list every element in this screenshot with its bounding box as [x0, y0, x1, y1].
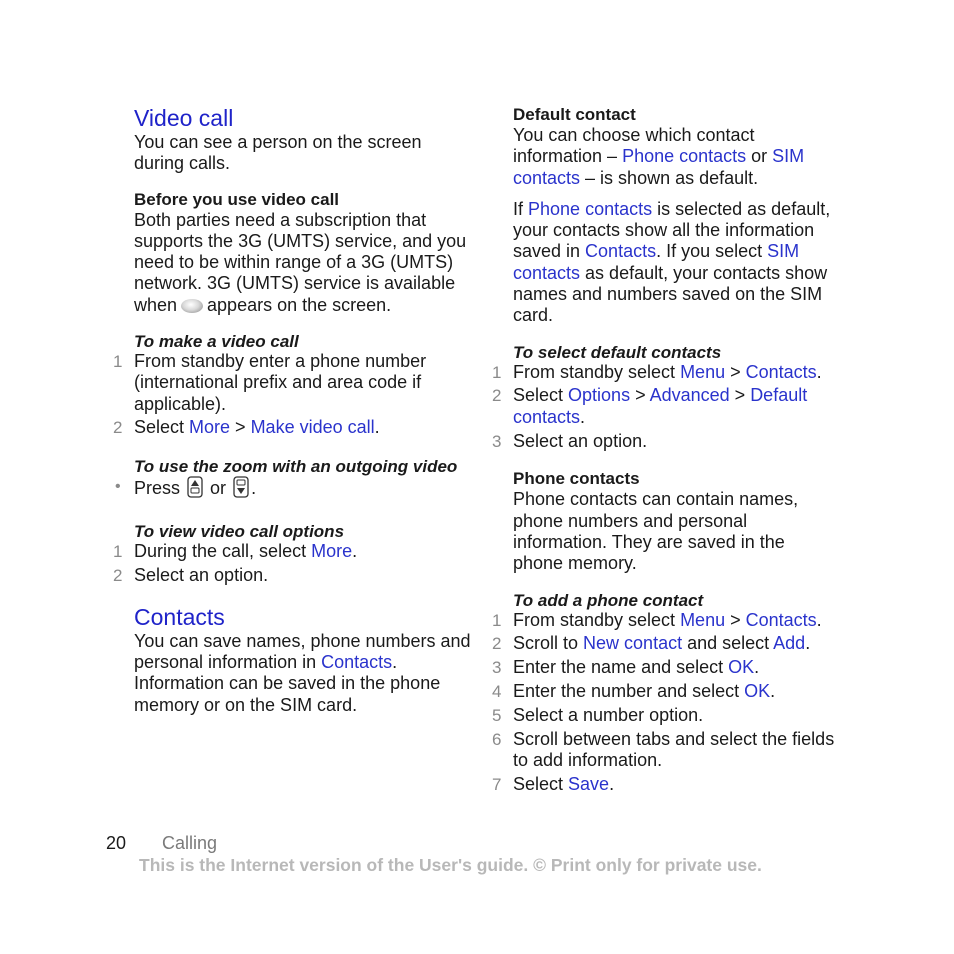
default-contact-heading: Default contact [513, 105, 636, 124]
make-step-1 [113, 351, 474, 415]
step-text: Scroll to [513, 633, 584, 654]
link-default-contacts[interactable]: Default contacts [513, 385, 808, 427]
page-number: 20 [106, 833, 127, 853]
contacts-text [134, 631, 474, 716]
step-text: Select [134, 417, 190, 438]
text: is selected as default, your contacts show all the information saved in [513, 198, 831, 262]
make-call-heading: To make a video call [134, 332, 299, 352]
before-heading: Before you use video call [134, 189, 340, 209]
step-text: Enter the number and select [513, 680, 745, 701]
text: . If you select [656, 241, 768, 262]
period: . [580, 406, 586, 427]
contacts-title: Contacts [134, 603, 225, 630]
step-text: Enter the name and select [513, 657, 729, 678]
zoom-step [115, 476, 474, 503]
step-number: 1 [113, 352, 123, 372]
add-contact-heading: To add a phone contact [513, 590, 704, 610]
step-text: Select an option. [513, 430, 648, 451]
before-text-1: Both parties need a subscription that supports the 3G (UMTS) service, and you need to be within range of a 3G (UMTS) network. 3G (UMTS) service is available when [134, 209, 467, 315]
phone-contacts-text: Phone contacts can contain names, phone numbers and personal information. They are saved in the phone memory. [513, 489, 799, 574]
step-text-mid: or [210, 478, 227, 499]
step-number: 6 [492, 729, 502, 749]
link-make-video-call[interactable]: Make video call [250, 417, 375, 438]
select-step-3 [492, 430, 843, 452]
link-add[interactable]: Add [773, 633, 806, 654]
step-text: Select [513, 773, 569, 794]
link-options[interactable]: Options [568, 385, 631, 406]
period: . [352, 541, 358, 562]
link-ok[interactable]: OK [744, 680, 771, 701]
link-ok[interactable]: OK [728, 657, 755, 678]
step-number: 1 [492, 610, 502, 630]
step-number: 5 [492, 705, 502, 725]
link-contacts[interactable]: Contacts [745, 361, 817, 382]
link-menu[interactable]: Menu [680, 361, 726, 382]
options-step-1 [113, 541, 474, 562]
period: . [609, 773, 615, 794]
step-number: 7 [492, 774, 502, 794]
period: . [816, 609, 822, 630]
step-number: 3 [492, 658, 502, 678]
text: – is shown as default. [580, 167, 759, 188]
volume-down-key-icon [233, 476, 249, 503]
period: . [816, 361, 822, 382]
link-menu[interactable]: Menu [680, 609, 726, 630]
right-column [492, 104, 843, 797]
step-number: 2 [113, 418, 123, 438]
step-text: Scroll between tabs and select the fields to add information. [513, 728, 835, 770]
make-step-2 [113, 417, 474, 438]
period: . [770, 680, 776, 701]
link-sim-contacts[interactable]: SIM contacts [513, 146, 805, 188]
link-advanced[interactable]: Advanced [649, 385, 730, 406]
select-default-heading: To select default contacts [513, 342, 722, 362]
text: You can choose which contact information – [513, 125, 755, 167]
step-text: From standby select [513, 361, 681, 382]
add-step-7 [492, 773, 843, 795]
before-text [134, 210, 474, 316]
separator: > [630, 385, 650, 406]
step-number: 3 [492, 431, 502, 451]
contacts-text-post: . Information can be saved in the phone memory or on the SIM card. [134, 651, 441, 715]
footer-note: This is the Internet version of the User's guide. © Print only for private use. [139, 855, 762, 875]
link-new-contact[interactable]: New contact [583, 633, 683, 654]
add-step-4 [492, 680, 843, 702]
bullet: • [115, 478, 121, 496]
contacts-text-pre: You can save names, phone numbers and personal information in [134, 630, 471, 672]
text: If [513, 198, 529, 219]
period: . [374, 417, 380, 438]
step-text: Select a number option. [513, 704, 704, 725]
step-text: and select [682, 633, 774, 654]
period: . [805, 633, 811, 654]
step-text: From standby enter a phone number (international prefix and area code if applicable). [134, 351, 427, 414]
step-number: 2 [113, 565, 123, 585]
step-number: 2 [492, 386, 502, 406]
separator: > [725, 361, 746, 382]
add-step-3 [492, 657, 843, 678]
separator: > [729, 385, 751, 406]
left-column [113, 104, 474, 716]
link-contacts[interactable]: Contacts [321, 651, 393, 672]
step-number: 1 [492, 362, 502, 382]
link-save[interactable]: Save [568, 773, 610, 794]
link-phone-contacts[interactable]: Phone contacts [622, 146, 747, 167]
link-phone-contacts[interactable]: Phone contacts [528, 198, 653, 219]
default-contact-text-2 [513, 199, 843, 327]
link-more[interactable]: More [189, 417, 231, 438]
separator: > [230, 417, 251, 438]
link-more[interactable]: More [311, 541, 353, 562]
volume-up-key-icon [187, 476, 203, 503]
step-text: From standby select [513, 609, 681, 630]
step-text: Select [513, 385, 569, 406]
link-sim-contacts[interactable]: SIM contacts [513, 241, 800, 283]
add-step-5 [492, 704, 843, 726]
zoom-heading: To use the zoom with an outgoing video [134, 457, 458, 477]
step-text: Press [134, 478, 181, 499]
options-step-2 [113, 564, 474, 586]
3g-network-icon [181, 299, 203, 313]
add-step-6 [492, 728, 843, 772]
select-step-2 [492, 385, 843, 428]
video-call-intro: You can see a person on the screen during calls. [134, 132, 422, 174]
options-heading: To view video call options [134, 522, 345, 542]
link-contacts[interactable]: Contacts [745, 609, 817, 630]
step-number: 1 [113, 542, 123, 562]
period: . [754, 657, 760, 678]
step-number: 4 [492, 681, 502, 701]
select-step-1 [492, 361, 843, 383]
phone-contacts-heading: Phone contacts [513, 469, 640, 489]
section-name: Calling [162, 833, 218, 853]
before-text-2: appears on the screen. [207, 294, 392, 315]
separator: > [725, 609, 746, 630]
text: as default, your contacts show names and numbers saved on the SIM card. [513, 262, 828, 326]
text: or [746, 146, 773, 167]
step-text: During the call, select [134, 541, 312, 562]
link-contacts[interactable]: Contacts [585, 241, 657, 262]
video-call-title: Video call [134, 105, 234, 131]
default-contact-text-1 [513, 125, 843, 189]
step-number: 2 [492, 634, 502, 654]
add-step-1 [492, 609, 843, 631]
add-step-2 [492, 633, 843, 654]
step-text: Select an option. [134, 564, 269, 585]
period: . [251, 478, 257, 499]
